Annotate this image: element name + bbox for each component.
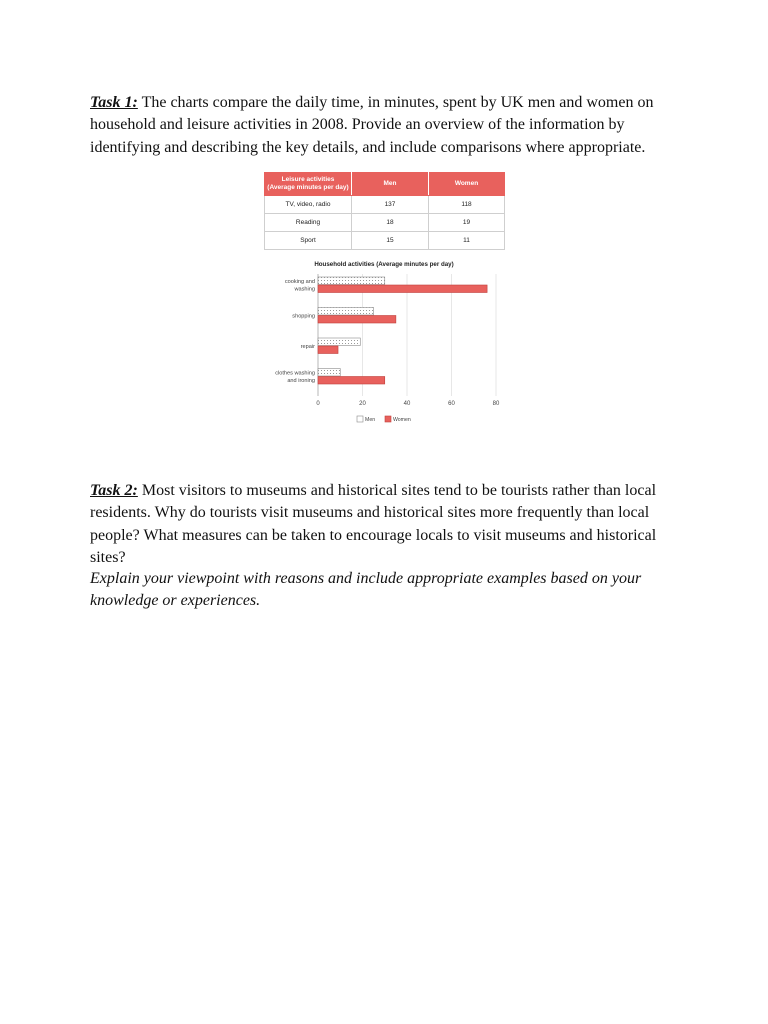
- chart-legend: [357, 416, 411, 423]
- legend-label: Women: [393, 417, 411, 424]
- bar-women-3: [318, 346, 338, 354]
- category-label: cooking and: [284, 279, 315, 286]
- x-tick-label: 40: [403, 401, 411, 407]
- table-header-cell: Men: [352, 173, 429, 196]
- category-label: repair: [300, 343, 315, 350]
- table-cell: 15: [352, 232, 429, 250]
- legend-label: Men: [365, 417, 376, 424]
- table-row: [265, 196, 505, 214]
- legend-swatch-men: [357, 416, 363, 422]
- task2-instruction: Explain your viewpoint with reasons and include appropriate examples based on your knowledge or experiences.: [90, 570, 642, 610]
- category-label: washing: [294, 286, 315, 293]
- table-cell: TV, video, radio: [265, 196, 352, 214]
- x-tick-label: 0: [316, 401, 320, 407]
- leisure-activities-table: [264, 172, 505, 250]
- table-row: [265, 214, 505, 232]
- category-label: clothes washing: [275, 370, 315, 377]
- category-label: and ironing: [287, 377, 315, 384]
- chart-title: Household activities (Average minutes per day): [314, 261, 454, 268]
- category-label: shopping: [292, 313, 315, 320]
- task2-paragraph: [90, 480, 680, 569]
- table-cell: 11: [429, 232, 505, 250]
- bar-men-2: [318, 308, 374, 316]
- table-header-cell: Leisure activities (Average minutes per day): [265, 173, 352, 196]
- bar-women-4: [318, 377, 385, 385]
- table-header-row: [265, 173, 505, 196]
- x-tick-label: 60: [448, 401, 455, 407]
- bar-men-4: [318, 369, 340, 377]
- task2-label: Task 2:: [90, 482, 138, 499]
- table-row: [265, 232, 505, 250]
- task1-paragraph: [90, 92, 680, 159]
- task1-text: The charts compare the daily time, in minutes, spent by UK men and women on household and leisure activities in 2008. Provide an overview of the information by identifying and describing the key details, and include comparisons where appropriate.: [90, 94, 654, 156]
- table-cell: 19: [429, 214, 505, 232]
- table-cell: 118: [429, 196, 505, 214]
- task2-text: Most visitors to museums and historical sites tend to be tourists rather than local residents. Why do tourists visit museums and historical sites more frequently than local people? What measures can be taken to encourage locals to visit museums and historical sites?: [90, 482, 657, 566]
- bar-women-2: [318, 316, 396, 324]
- x-tick-label: 20: [359, 401, 366, 407]
- household-activities-chart: [258, 256, 518, 428]
- table-cell: Reading: [265, 214, 352, 232]
- table-header-cell: Women: [429, 173, 505, 196]
- task1-label: Task 1:: [90, 94, 138, 111]
- table-cell: 137: [352, 196, 429, 214]
- bar-men-1: [318, 277, 385, 285]
- legend-swatch-women: [385, 416, 391, 422]
- table-cell: 18: [352, 214, 429, 232]
- x-tick-label: 80: [492, 401, 500, 407]
- bar-men-3: [318, 338, 360, 346]
- table-cell: Sport: [265, 232, 352, 250]
- bar-women-1: [318, 285, 487, 293]
